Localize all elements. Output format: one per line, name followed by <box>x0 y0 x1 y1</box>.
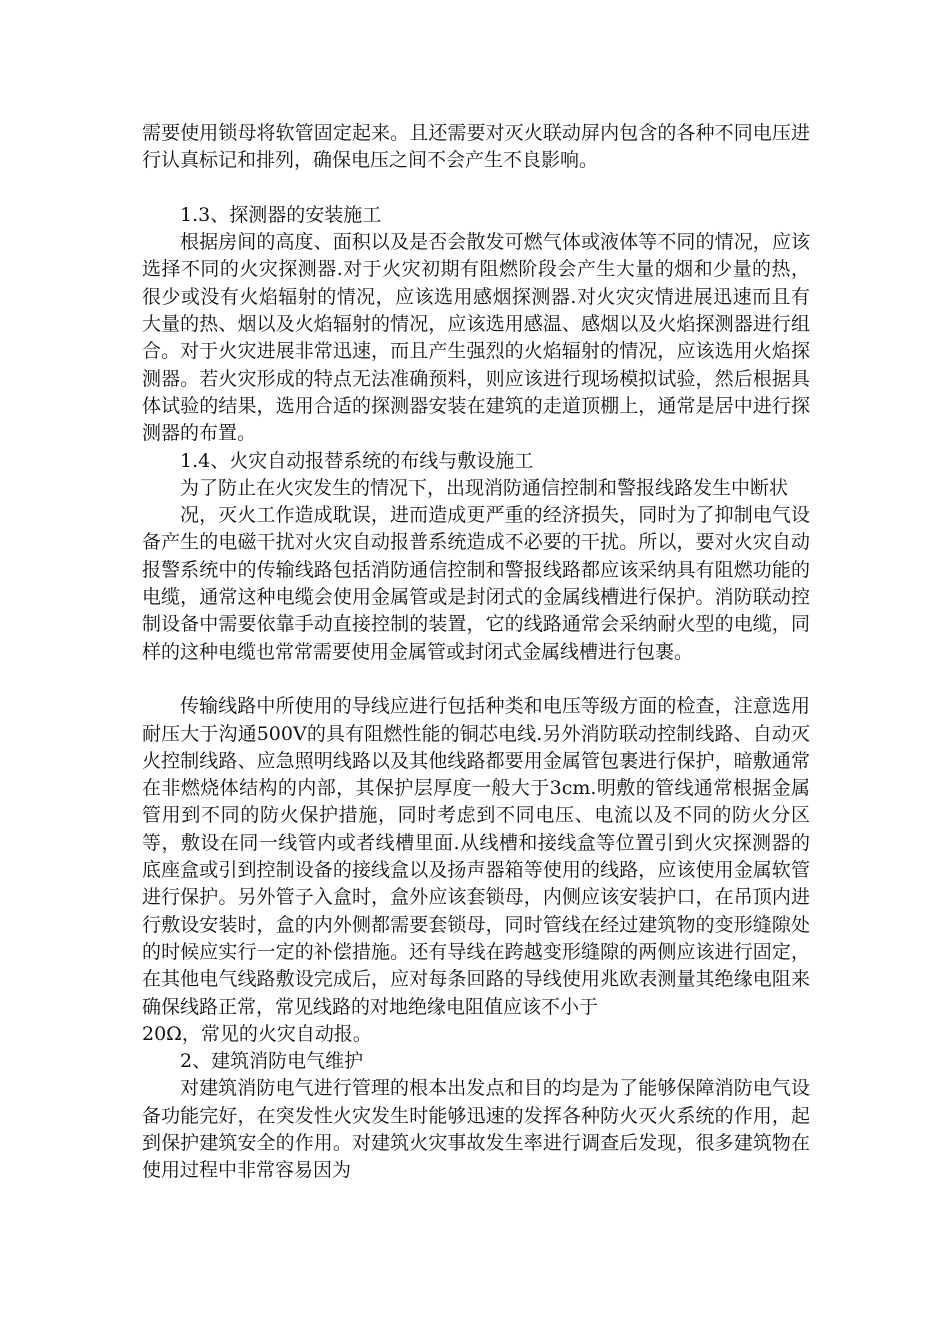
paragraph-conductor-inspection: 传输线路中所使用的导线应进行包括种类和电压等级方面的检查，注意选用耐压大于沟通500V的具有阻燃性能的铜芯电线.另外消防联动控制线路、自动灭火控制线路、应急照明线路以及其他线路都要用金属管包裹进行保护，暗敷通常在非燃烧体结构的内部，其保护层厚度一般大于3cm.明敷的管线通常根据金属管用到不同的防火保护措施，同时考虑到不同电压、电流以及不同的防火分区等，敷设在同一线管内或者线槽里面.从线槽和接线盒等位置引到火灾探测器的底座盒或引到控制设备的接线盒以及扬声器箱等使用的线路，应该使用金属软管进行保护。另外管子入盒时，盒外应该套锁母，内侧应该安装护口，在吊顶内进行敷设安装时，盒的内外侧都需要套锁母，同时管线在经过建筑物的变形缝隙处的时候应实行一定的补偿措施。还有导线在跨越变形缝隙的两侧应该进行固定，在其他电气线路敷设完成后，应对每条回路的导线使用兆欧表测量其绝缘电阻来确保线路正常，常见线路的对地绝缘电阻值应该不小于 <box>142 695 810 1018</box>
paragraph-intro: 需要使用锁母将软管固定起来。且还需要对灭火联动屏内包含的各种不同电压进行认真标记和排列，确保电压之间不会产生不良影响。 <box>142 122 810 172</box>
paragraph-insulation-value: 20Ω，常见的火灾自动报。 <box>142 1022 372 1045</box>
paragraph-wiring-protection: 况，灭火工作造成耽误，进而造成更严重的经济损失，同时为了抑制电气设备产生的电磁干扰对火灾自动报普系统造成不必要的干扰。所以，要对火灾自动报警系统中的传输线路包括消防通信控制和警报线路都应该采纳具有阻燃功能的电缆，通常这种电缆会使用金属管或是封闭式的金属线槽进行保护。消防联动控制设备中需要依靠手动直接控制的装置，它的线路通常会采纳耐火型的电缆，同样的这种电缆也常常需要使用金属管或封闭式金属线槽进行包裹。 <box>142 504 810 663</box>
paragraph-detector-selection: 根据房间的高度、面积以及是否会散发可燃气体或液体等不同的情况，应该选择不同的火灾探测器.对于火灾初期有阻燃阶段会产生大量的烟和少量的热，很少或没有火焰辐射的情况，应该选用感烟探测器.对火灾灾情进展迅速而且有大量的热、烟以及火焰辐射的情况，应该选用感温、感烟以及火焰探测器进行组合。对于火灾进展非常迅速，而且产生强烈的火焰辐射的情况，应该选用火焰探测器。若火灾形成的特点无法准确预料，则应该进行现场模拟试验，然后根据具体试验的结果，选用合适的探测器安装在建筑的走道顶棚上，通常是居中进行探测器的布置。 <box>142 231 810 445</box>
paragraph-maintenance: 对建筑消防电气进行管理的根本出发点和目的均是为了能够保障消防电气设备功能完好，在突发性火灾发生时能够迅速的发挥各种防火灭火系统的作用，起到保护建筑安全的作用。对建筑火灾事故发生率进行调查后发现，很多建筑物在使用过程中非常容易因为 <box>142 1077 810 1182</box>
section-heading-1-4: 1.4、火灾自动报替系统的布线与敷设施工 <box>180 449 534 472</box>
paragraph-wiring-intro: 为了防止在火灾发生的情况下，出现消防通信控制和警报线路发生中断状 <box>180 476 789 499</box>
section-heading-1-3: 1.3、探测器的安装施工 <box>180 203 382 226</box>
paragraph-gap <box>142 666 810 693</box>
paragraph-gap <box>142 175 810 202</box>
document-page <box>142 120 810 1185</box>
section-heading-2: 2、建筑消防电气维护 <box>180 1050 364 1073</box>
